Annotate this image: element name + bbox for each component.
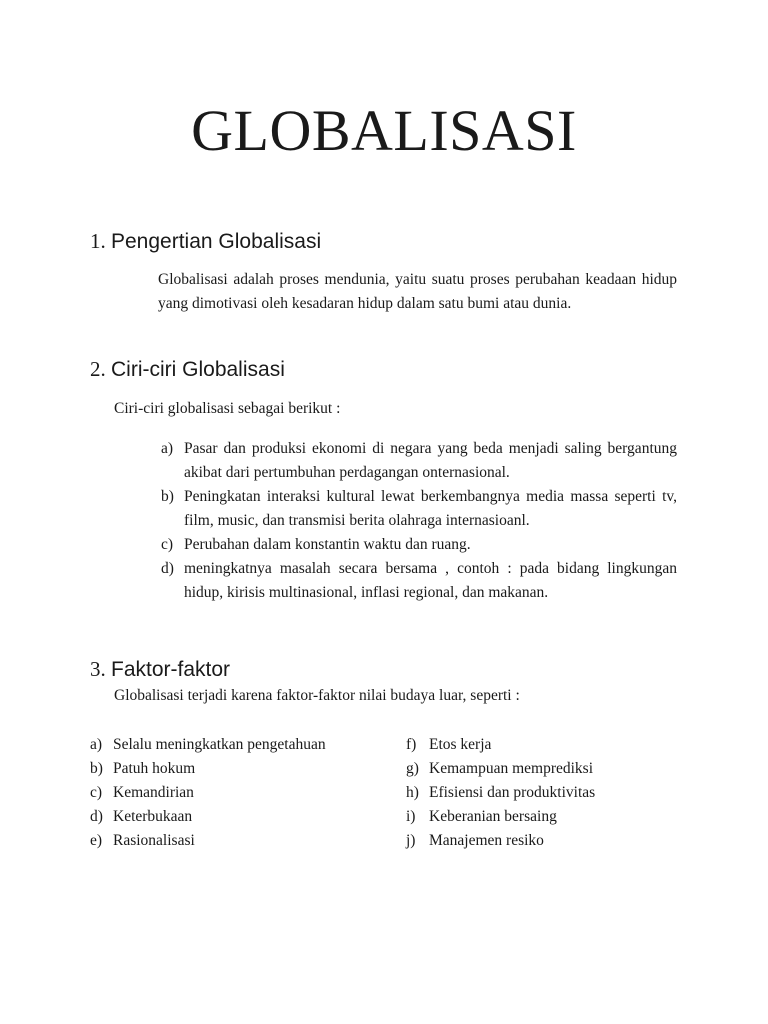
- section-1-number: 1.: [90, 229, 106, 253]
- list-marker: d): [161, 560, 174, 577]
- document-title: GLOBALISASI: [191, 98, 577, 163]
- list-item: [90, 757, 390, 781]
- section-2-heading: [90, 356, 285, 383]
- list-item-text: Rasionalisasi: [113, 832, 195, 849]
- factors-list-left: [90, 733, 390, 853]
- section-3-intro: Globalisasi terjadi karena faktor-faktor nilai budaya luar, seperti :: [114, 687, 520, 704]
- list-marker: d): [90, 808, 103, 825]
- list-item-text: Peningkatan interaksi kultural lewat berkembangnya media massa seperti tv, film, music, dan transmisi berita olahraga internasioanl.: [184, 488, 677, 529]
- list-item-text: Patuh hokum: [113, 760, 196, 777]
- section-1-title: Pengertian Globalisasi: [111, 230, 322, 253]
- list-item: [161, 557, 677, 605]
- list-item-text: Kemandirian: [113, 784, 194, 801]
- list-item: [90, 781, 390, 805]
- list-item: [406, 829, 676, 853]
- list-item-text: Etos kerja: [429, 736, 492, 753]
- section-3-heading: [90, 656, 230, 683]
- factors-list-right: [406, 733, 676, 853]
- section-1-paragraph: Globalisasi adalah proses mendunia, yaitu suatu proses perubahan keadaan hidup yang dimotivasi oleh kesadaran hidup dalam satu bumi atau dunia.: [158, 271, 677, 312]
- list-item: [406, 805, 676, 829]
- section-2-number: 2.: [90, 357, 106, 381]
- list-marker: h): [406, 784, 419, 801]
- list-marker: c): [161, 536, 174, 553]
- characteristics-list: [161, 437, 677, 605]
- list-item-text: Selalu meningkatkan pengetahuan: [113, 736, 326, 753]
- list-item-text: Keterbukaan: [113, 808, 193, 825]
- list-item-text: Perubahan dalam konstantin waktu dan ruang.: [184, 536, 471, 553]
- list-marker: e): [90, 832, 103, 849]
- list-item-text: meningkatnya masalah secara bersama , contoh : pada bidang lingkungan hidup, kirisis multinasional, inflasi regional, dan makanan.: [184, 560, 677, 601]
- section-1-heading: [90, 228, 321, 255]
- section-2-intro: Ciri-ciri globalisasi sebagai berikut :: [114, 400, 341, 417]
- list-item: [406, 757, 676, 781]
- list-item-text: Efisiensi dan produktivitas: [429, 784, 596, 801]
- section-3-title: Faktor-faktor: [111, 658, 231, 681]
- list-item: [161, 437, 677, 485]
- list-item: [90, 733, 390, 757]
- list-item: [406, 733, 676, 757]
- list-item-text: Kemampuan memprediksi: [429, 760, 593, 777]
- list-marker: i): [406, 808, 416, 825]
- section-2-title: Ciri-ciri Globalisasi: [111, 358, 285, 381]
- list-item-text: Pasar dan produksi ekonomi di negara yang beda menjadi saling bergantung akibat dari pertumbuhan perdagangan onternasional.: [184, 440, 677, 481]
- list-item: [90, 829, 390, 853]
- list-marker: a): [90, 736, 103, 753]
- list-marker: g): [406, 760, 419, 777]
- list-marker: a): [161, 440, 174, 457]
- list-item: [161, 533, 677, 557]
- list-marker: b): [161, 488, 174, 505]
- list-item: [406, 781, 676, 805]
- list-item: [161, 485, 677, 533]
- list-marker: b): [90, 760, 103, 777]
- list-marker: f): [406, 736, 417, 753]
- list-marker: c): [90, 784, 103, 801]
- section-3-number: 3.: [90, 657, 106, 681]
- list-item: [90, 805, 390, 829]
- list-marker: j): [406, 832, 416, 849]
- list-item-text: Manajemen resiko: [429, 832, 544, 849]
- list-item-text: Keberanian bersaing: [429, 808, 557, 825]
